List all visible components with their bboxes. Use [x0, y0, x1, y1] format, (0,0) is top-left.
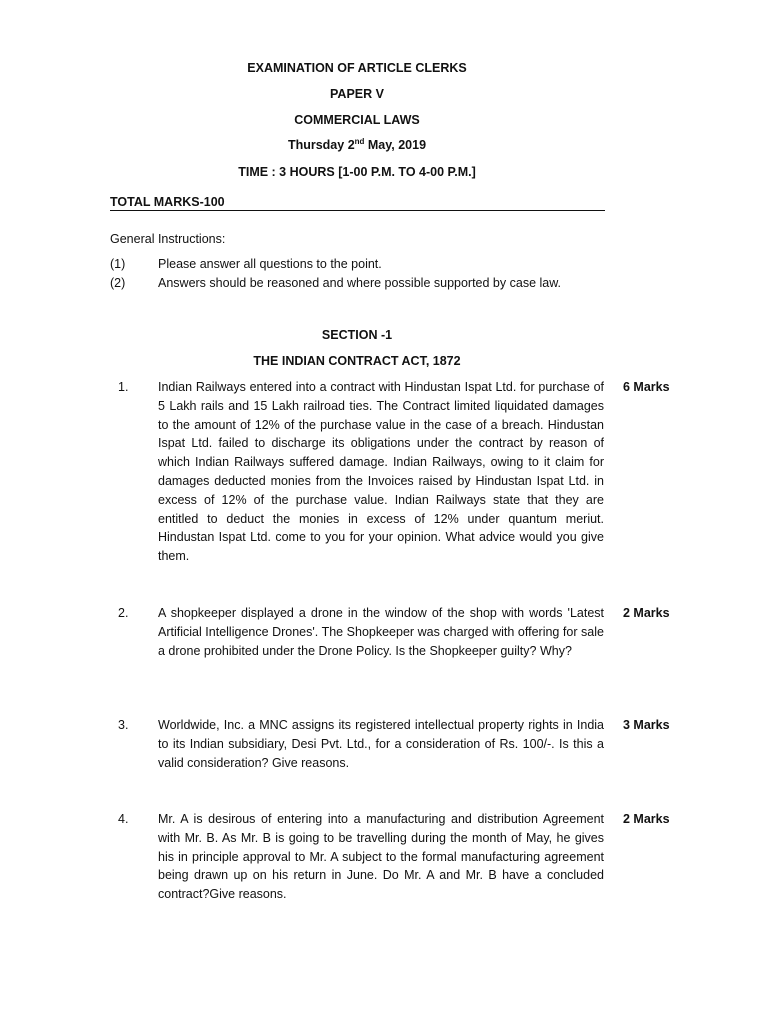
question-number: 1.: [118, 380, 129, 394]
total-marks: TOTAL MARKS-100: [110, 194, 605, 211]
instruction-number: (1): [110, 257, 126, 271]
question-number: 3.: [118, 718, 129, 732]
act-title: THE INDIAN CONTRACT ACT, 1872: [253, 354, 461, 368]
question-text: Indian Railways entered into a contract with Hindustan Ispat Ltd. for purchase of 5 Lakh rails and 15 Lakh railroad ties. The Contract limited liquidated damages to the amount of 12% of the purchase value in the case of a breach. Hindustan Ispat Ltd. failed to discharge its obligations under the contract by reason of which Indian Railways suffered damage. Indian Railways, owing to it claim for damages deducted monies from the Invoices raised by Hindustan Ispat Ltd. in excess of 12% of the purchase value. Indian Railways state that they are entitled to deduct the monies in excess of 12% under quantum meriut. Hindustan Ispat Ltd. come to you for your opinion. What advice would you give them.: [158, 380, 604, 564]
section-title: SECTION -1: [321, 328, 393, 342]
exam-date: [108, 137, 606, 153]
general-instructions-heading: General Instructions:: [110, 232, 226, 246]
exam-date-ordinal: nd: [354, 136, 365, 146]
subject-title: COMMERCIAL LAWS: [294, 113, 420, 127]
instruction-number: (2): [110, 276, 126, 290]
paper-number: PAPER V: [330, 87, 384, 101]
instruction-text: Please answer all questions to the point.: [158, 257, 382, 271]
question-number: 4.: [118, 812, 129, 826]
question-text: Worldwide, Inc. a MNC assigns its registered intellectual property rights in India to its Indian subsidiary, Desi Pvt. Ltd., for a consideration of Rs. 100/-. Is this a valid consideration? Give reasons.: [158, 718, 604, 770]
question-marks: 3 Marks: [623, 718, 670, 732]
exam-title: EXAMINATION OF ARTICLE CLERKS: [247, 61, 467, 75]
question-number: 2.: [118, 606, 129, 620]
exam-date-suffix: May, 2019: [364, 138, 427, 152]
question-text: Mr. A is desirous of entering into a manufacturing and distribution Agreement with Mr. B. As Mr. B is going to be travelling during the month of May, he gives his in principle approval to Mr. A subject to the formal manufacturing agreement being drawn up on his return in June. Do Mr. A and Mr. B have a concluded contract?Give reasons.: [158, 812, 604, 902]
question-text: A shopkeeper displayed a drone in the window of the shop with words 'Latest Artificial Intelligence Drones'. The Shopkeeper was charged with offering for sale a drone prohibited under the Drone Policy. Is the Shopkeeper guilty? Why?: [158, 606, 604, 658]
question-marks: 2 Marks: [623, 606, 670, 620]
exam-date-prefix: Thursday 2: [287, 138, 355, 152]
question-marks: 2 Marks: [623, 812, 670, 826]
instruction-text: Answers should be reasoned and where possible supported by case law.: [158, 276, 562, 290]
question-marks: 6 Marks: [623, 380, 670, 394]
exam-time: TIME : 3 HOURS [1-00 P.M. TO 4-00 P.M.]: [238, 165, 476, 179]
